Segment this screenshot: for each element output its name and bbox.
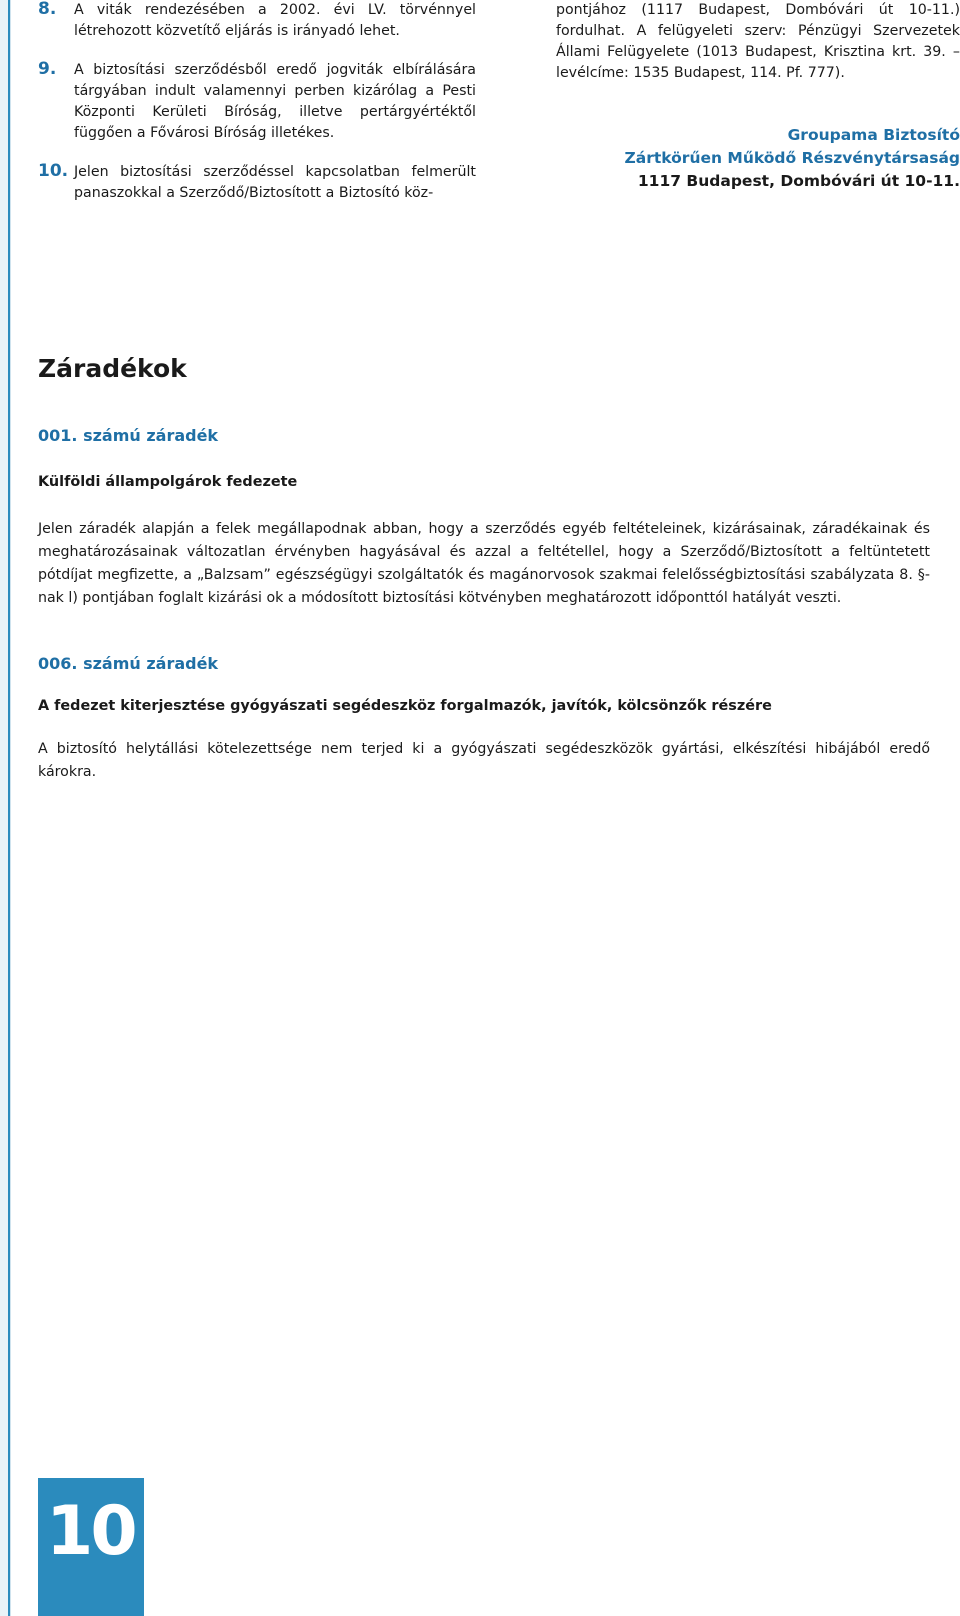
item-continuation: pontjához (1117 Budapest, Dombóvári út 10-11.) fordulhat. A felügyeleti szerv: Pénzügyi Szervezetek Állami Felügyelete (1013 Budapest, Krisztina krt. 39. – levélcíme: 1535 Budapest, 114. Pf. 777). [556,2,960,81]
clause-heading [38,426,218,445]
list-item [38,162,476,204]
page-number: 10 [46,1492,135,1571]
clause-subtitle: A fedezet kiterjesztése gyógyászati segédeszköz forgalmazók, javítók, kölcsönzők részére [38,698,772,714]
list-item [38,60,476,144]
left-column [38,0,476,204]
right-column [556,0,960,193]
clause-number: 001. [38,426,78,445]
company-legal-form: Zártkörűen Működő Részvénytársaság [624,149,960,167]
item-text: A viták rendezésében a 2002. évi LV. törvénnyel létrehozott közvetítő eljárás is irányadó lehet. [74,2,476,39]
clause-body: A biztosító helytállási kötelezettsége nem terjed ki a gyógyászati segédeszközök gyártási, elkészítési hibájából eredő károkra. [38,741,930,780]
item-text: A biztosítási szerződésből eredő jogviták elbírálására tárgyában indult valamennyi perben kizárólag a Pesti Központi Kerületi Bíróság, illetve pertárgyértéktől függően a Fővárosi Bíróság illetékes. [74,62,476,141]
item-number: 9. [38,59,57,79]
clause-body: Jelen záradék alapján a felek megállapodnak abban, hogy a szerződés egyéb feltételeinek, kizárásainak, záradékainak és meghatározásainak változatlan érvényben hagyásával és azzal a feltétellel, hogy a Szerződő/Biztosított a feltüntetett pótdíjat megfizette, a „Balzsam” egészségügyi szolgáltatók és magánorvosok szakmai felelősségbiztosítási szabályzata 8. §-nak l) pontjában foglalt kizárási ok a módosított biztosítási kötvényben meghatározott időponttól hatályát veszti. [38,521,930,606]
company-address: 1117 Budapest, Dombóvári út 10-11. [637,172,960,190]
item-number: 10. [38,161,69,181]
section-title: Záradékok [38,354,187,383]
clause-number: 006. [38,654,78,673]
page-number-badge [38,1478,144,1616]
company-name: Groupama Biztosító [787,126,960,144]
item-text: Jelen biztosítási szerződéssel kapcsolatban felmerült panaszokkal a Szerződő/Biztosított a Biztosító köz- [74,164,476,201]
clause-subtitle: Külföldi állampolgárok fedezete [38,474,298,490]
page-margin-rule [8,0,10,1616]
clause-label: számú záradék [83,426,219,445]
company-signature [556,124,960,193]
clause-label: számú záradék [83,654,219,673]
clause-heading [38,654,218,673]
list-item [38,0,476,42]
item-number: 8. [38,0,57,19]
